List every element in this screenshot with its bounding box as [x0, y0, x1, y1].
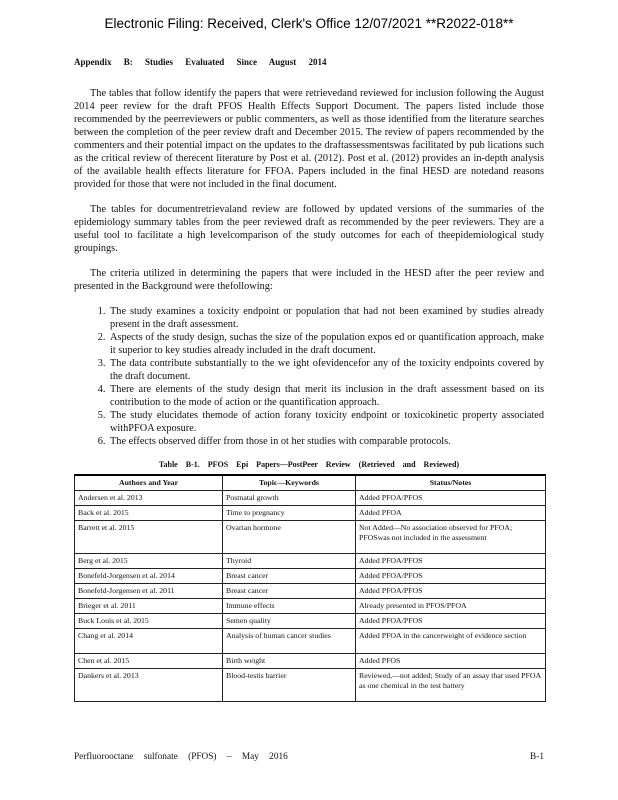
- table-row: [75, 629, 546, 654]
- cell-authors: Bonefeld-Jorgensen et al. 2014: [75, 569, 223, 584]
- intro-paragraph: The tables that follow identify the papers that were retrievedand reviewed for inclusion following the August 2014 peer review for the draft PFOS Health Effects Support Document. The papers listed include those recommended by the peerreviewers or public commenters, as well as those identified from the literature searches between the completion of the peer review draft and December 2015. The review of papers recommended by the commenters and their potential impact on the updates to the draftassessmentswas facilitated by pub lications such as the critical review of therecent literature by Post et al. (2012). Post et al. (2012) provides an in-depth analysis of the available health effects literature for FFOA. Papers included in the final HESD are notedand reasons provided for those that were not included in the final document.: [74, 88, 544, 190]
- cell-status: Added PFOA/PFOS: [356, 584, 546, 599]
- criteria-item: 3. The data contribute substantially to the we ight ofevidencefor any of the toxicity endpoints covered by the draft document.: [108, 357, 544, 383]
- criteria-item: 6. The effects observed differ from those in ot her studies with comparable protocols.: [108, 435, 544, 448]
- criteria-item: 5. The study elucidates themode of action forany toxicity endpoint or toxicokinetic property associated withPFOA exposure.: [108, 409, 544, 435]
- table-row: [75, 554, 546, 569]
- cell-authors: Andersen et al. 2013: [75, 491, 223, 506]
- cell-topic: Semen quality: [223, 614, 356, 629]
- table-row: [75, 599, 546, 614]
- table-header-row: [75, 475, 546, 491]
- cell-authors: Chen et al. 2015: [75, 654, 223, 669]
- criteria-item: 2. Aspects of the study design, suchas the size of the population expos ed or quantification approach, make it superior to key studies already included in the draft document.: [108, 331, 544, 357]
- criteria-item: 1. The study examines a toxicity endpoint or population that had not been examined by studies already present in the draft assessment.: [108, 305, 544, 331]
- cell-topic: Breast cancer: [223, 569, 356, 584]
- cell-topic: Analysis of human cancer studies: [223, 629, 356, 654]
- cell-topic: Time to pregnancy: [223, 506, 356, 521]
- criteria-list: [74, 305, 544, 448]
- cell-status: Added PFOS: [356, 654, 546, 669]
- cell-topic: Thyroid: [223, 554, 356, 569]
- cell-authors: Chang et al. 2014: [75, 629, 223, 654]
- table-row: [75, 491, 546, 506]
- cell-topic: Immune effects: [223, 599, 356, 614]
- cell-status: Added PFOA: [356, 506, 546, 521]
- document-body: [74, 56, 544, 702]
- cell-status: Added PFOA in the cancerweight of evidence section: [356, 629, 546, 654]
- table-row: [75, 584, 546, 599]
- table-row: [75, 569, 546, 584]
- criteria-item: 4. There are elements of the study design that merit its inclusion in the draft assessment based on its contribution to the mode of action or the quantification approach.: [108, 383, 544, 409]
- cell-status: Already presented in PFOS/PFOA: [356, 599, 546, 614]
- cell-status: Added PFOA/PFOS: [356, 569, 546, 584]
- table-row: [75, 506, 546, 521]
- header-authors: Authors and Year: [75, 475, 223, 491]
- cell-topic: Ovarian hormone: [223, 521, 356, 554]
- cell-topic: Postnatal growth: [223, 491, 356, 506]
- cell-authors: Bonefeld-Jorgensen et al. 2011: [75, 584, 223, 599]
- cell-topic: Breast cancer: [223, 584, 356, 599]
- cell-status: Reviewed,—not added; Study of an assay that used PFOA as one chemical in the test battery: [356, 669, 546, 702]
- cell-authors: Back et al. 2015: [75, 506, 223, 521]
- footer-page-number: B-1: [530, 752, 544, 762]
- appendix-heading: Appendix B: Studies Evaluated Since August 2014: [74, 57, 327, 67]
- cell-status: Added PFOA/PFOS: [356, 554, 546, 569]
- cell-topic: Blood-testis barrier: [223, 669, 356, 702]
- cell-authors: Buck Louis et al. 2015: [75, 614, 223, 629]
- cell-topic: Birth weight: [223, 654, 356, 669]
- table-row: [75, 669, 546, 702]
- header-topic: Topic—Keywords: [223, 475, 356, 491]
- cell-authors: Berg et al. 2015: [75, 554, 223, 569]
- cell-authors: Barrett et al. 2015: [75, 521, 223, 554]
- table-row: [75, 521, 546, 554]
- cell-authors: Brieger et al. 2011: [75, 599, 223, 614]
- cell-authors: Dankers et al. 2013: [75, 669, 223, 702]
- table-row: [75, 654, 546, 669]
- criteria-paragraph: The criteria utilized in determining the papers that were included in the HESD after the peer review and presented in the Background were thefollowing:: [74, 268, 544, 292]
- papers-table: [74, 474, 546, 702]
- footer-document-title: Perfluorooctane sulfonate (PFOS) – May 2016: [74, 752, 288, 762]
- table-row: [75, 614, 546, 629]
- table-caption: Table B-1. PFOS Epi Papers—PostPeer Review (Retrieved and Reviewed): [158, 460, 460, 469]
- cell-status: Added PFOA/PFOS: [356, 491, 546, 506]
- page-footer: [74, 752, 544, 762]
- header-status: Status/Notes: [356, 475, 546, 491]
- cell-status: Added PFOA/PFOS: [356, 614, 546, 629]
- cell-status: Not Added—No association observed for PFOA; PFOSwas not included in the assessment: [356, 521, 546, 554]
- filing-stamp: Electronic Filing: Received, Clerk's Office 12/07/2021 **R2022-018**: [104, 16, 514, 31]
- tables-paragraph: The tables for documentretrievaland review are followed by updated versions of the summaries of the epidemiology summary tables from the peer reviewed draft as recommended by the peer reviewers. They are a useful tool to facilitate a high levelcomparison of the study outcomes for each of theepidemiological study groupings.: [74, 204, 544, 254]
